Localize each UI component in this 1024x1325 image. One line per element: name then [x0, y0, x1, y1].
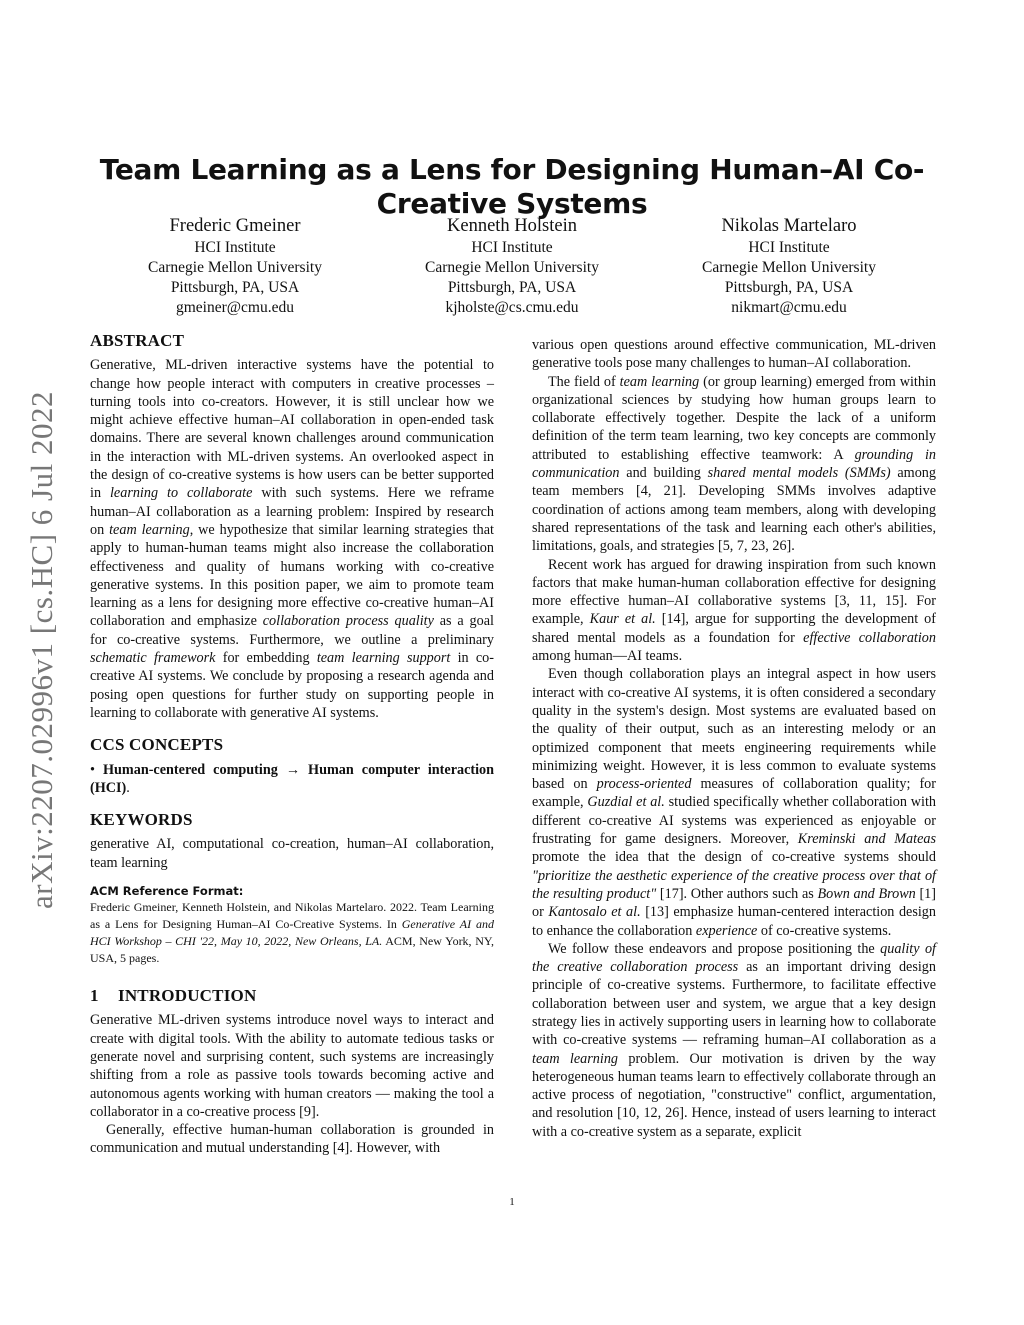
author-name: Nikolas Martelaro — [721, 216, 857, 236]
author-email[interactable]: kjholste@cs.cmu.edu — [445, 299, 579, 316]
keywords-text: generative AI, computational co-creation, human–AI collaboration, team learning — [90, 836, 494, 871]
ccs-heading: CCS CONCEPTS — [90, 735, 224, 755]
author-dept: HCI Institute — [471, 239, 553, 256]
intro-paragraph: Generally, effective human-human collaboration is grounded in communication and mutual understanding [4]. However, with — [90, 1122, 494, 1157]
body-paragraph: We follow these endeavors and propose positioning the quality of the creative collaboration process as an important driving design principle of co-creative systems. Furthermore, to facilitate effective collaboration between user and system, we argue that a key design strategy lies in actively supporting users in learning how to collaborate with co-creative systems — reframing human–AI collaboration as a team learning problem. Our motivation is driven by the way heterogeneous human teams learn to effectively collaborate through an active process of negotiation, "constructive" conflict, argumentation, and resolution [10, 12, 26]. Hence, instead of users learning to interact with a co-creative system as a separate, explicit — [532, 940, 937, 1140]
introduction-heading: 1 INTRODUCTION — [90, 986, 257, 1006]
acm-reference-label: ACM Reference Format: — [90, 884, 244, 899]
author-org: Carnegie Mellon University — [148, 259, 322, 276]
author-block — [100, 214, 924, 318]
abstract-heading: ABSTRACT — [90, 331, 185, 350]
author-email[interactable]: gmeiner@cmu.edu — [176, 299, 294, 316]
body-paragraph: The field of team learning (or group learning) emerged from within organizational sciences by studying how human groups learn to collaborate effectively together. Despite the lack of a uniform definition of the term team learning, two key concepts are commonly attributed to establishing effective teamwork: A grounding in communication and building shared mental models (SMMs) among team members [4, 21]. Developing SMMs involves adaptive coordination of actions among team members, along with developing shared representations of the task and learning each other's abilities, limitations, goals, and strategies [5, 7, 23, 26]. — [532, 373, 937, 555]
author-3 — [654, 214, 924, 318]
page-number: 1 — [509, 1196, 515, 1208]
arxiv-sidebar — [14, 370, 70, 930]
paper-title: Team Learning as a Lens for Designing Human–AI Co-Creative Systems — [99, 152, 925, 220]
author-1 — [100, 214, 370, 318]
right-column — [532, 336, 936, 1141]
intro-paragraph: Generative ML-driven systems introduce novel ways to interact and create with digital tools. With the ability to automate tedious tasks or generate novel and surprising content, such systems are increasingly shifting from a role as passive tools towards becoming active and autonomous agents working with human creators — making the tool a collaborator in a co-creative process [9]. — [90, 1012, 494, 1120]
author-location: Pittsburgh, PA, USA — [170, 279, 300, 296]
author-dept: HCI Institute — [748, 239, 830, 256]
body-paragraph: various open questions around effective communication, ML-driven generative tools pose many challenges to human–AI collaboration. — [532, 337, 936, 372]
arxiv-id: arXiv:2207.02996v1 [cs.HC] 6 Jul 2022 — [24, 391, 59, 909]
ccs-concepts: • Human-centered computing → Human computer interaction (HCI). — [90, 761, 495, 796]
author-name: Kenneth Holstein — [447, 216, 577, 236]
author-2 — [377, 214, 647, 318]
author-location: Pittsburgh, PA, USA — [724, 279, 854, 296]
body-paragraph: Recent work has argued for drawing inspiration from such known factors that make human-human collaboration effective for designing more effective human–AI collaborative systems [3, 11, 15]. For example, Kaur et al. [14], argue for supporting the development of shared mental models as a foundation for effective collaboration among human—AI teams. — [532, 556, 936, 665]
author-org: Carnegie Mellon University — [425, 259, 599, 276]
author-location: Pittsburgh, PA, USA — [447, 279, 577, 296]
left-column — [90, 332, 494, 1158]
author-name: Frederic Gmeiner — [169, 216, 301, 236]
acm-reference-text: Frederic Gmeiner, Kenneth Holstein, and Nikolas Martelaro. 2022. Team Learning as a Lens for Designing Human–AI Co-Creative Systems. In Generative AI and HCI Workshop – CHI '22, May 10, 2022, New Orleans, LA. ACM, New York, NY, USA, 5 pages. — [90, 900, 494, 966]
author-email[interactable]: nikmart@cmu.edu — [731, 299, 847, 316]
abstract-text: Generative, ML-driven interactive systems have the potential to change how people interact with computers in creative processes – turning tools into co-creators. However, it is still unclear how we might achieve effective human–AI collaboration in open-ended task domains. There are several known challenges around communication in the interaction with ML-driven systems. An overlooked aspect in the design of co-creative systems is how users can be better supported in learning to collaborate with such systems. Here we reframe human–AI collaboration as a learning problem: Inspired by research on team learning, we hypothesize that similar learning strategies that apply to human-human teams might also increase the collaboration effectiveness and quality of humans working with co-creative generative systems. In this position paper, we aim to promote team learning as a lens for designing more effective co-creative human–AI collaboration and emphasize collaboration process quality as a goal for co-creative systems. Furthermore, we outline a preliminary schematic framework for embedding team learning support in co-creative AI systems. We conclude by proposing a research agenda and posing open questions for further study on supporting people in learning to collaborate with generative AI systems. — [90, 357, 494, 721]
author-dept: HCI Institute — [194, 239, 276, 256]
author-org: Carnegie Mellon University — [702, 259, 876, 276]
keywords-heading: KEYWORDS — [90, 810, 193, 830]
body-paragraph: Even though collaboration plays an integral aspect in how users interact with co-creative AI systems, it is often considered a secondary quality in the system's design. Most systems are evaluated based on the quality of their output, such as an interesting melody or an optimized component that meets engineering requirements while minimizing weight. However, it is less common to evaluate systems based on process-oriented measures of collaboration quality; for example, Guzdial et al. studied specifically whether collaboration with different co-creative AI systems was experienced as enjoyable or frustrating for game designers. Moreover, Kreminski and Mateas promote the idea that the design of co-creative systems should "prioritize the aesthetic experience of the creative process over that of the resulting product" [17]. Other authors such as Bown and Brown [1] or Kantosalo et al. [13] emphasize human-centered interaction design to enhance the collaboration experience of co-creative systems. — [532, 666, 937, 939]
